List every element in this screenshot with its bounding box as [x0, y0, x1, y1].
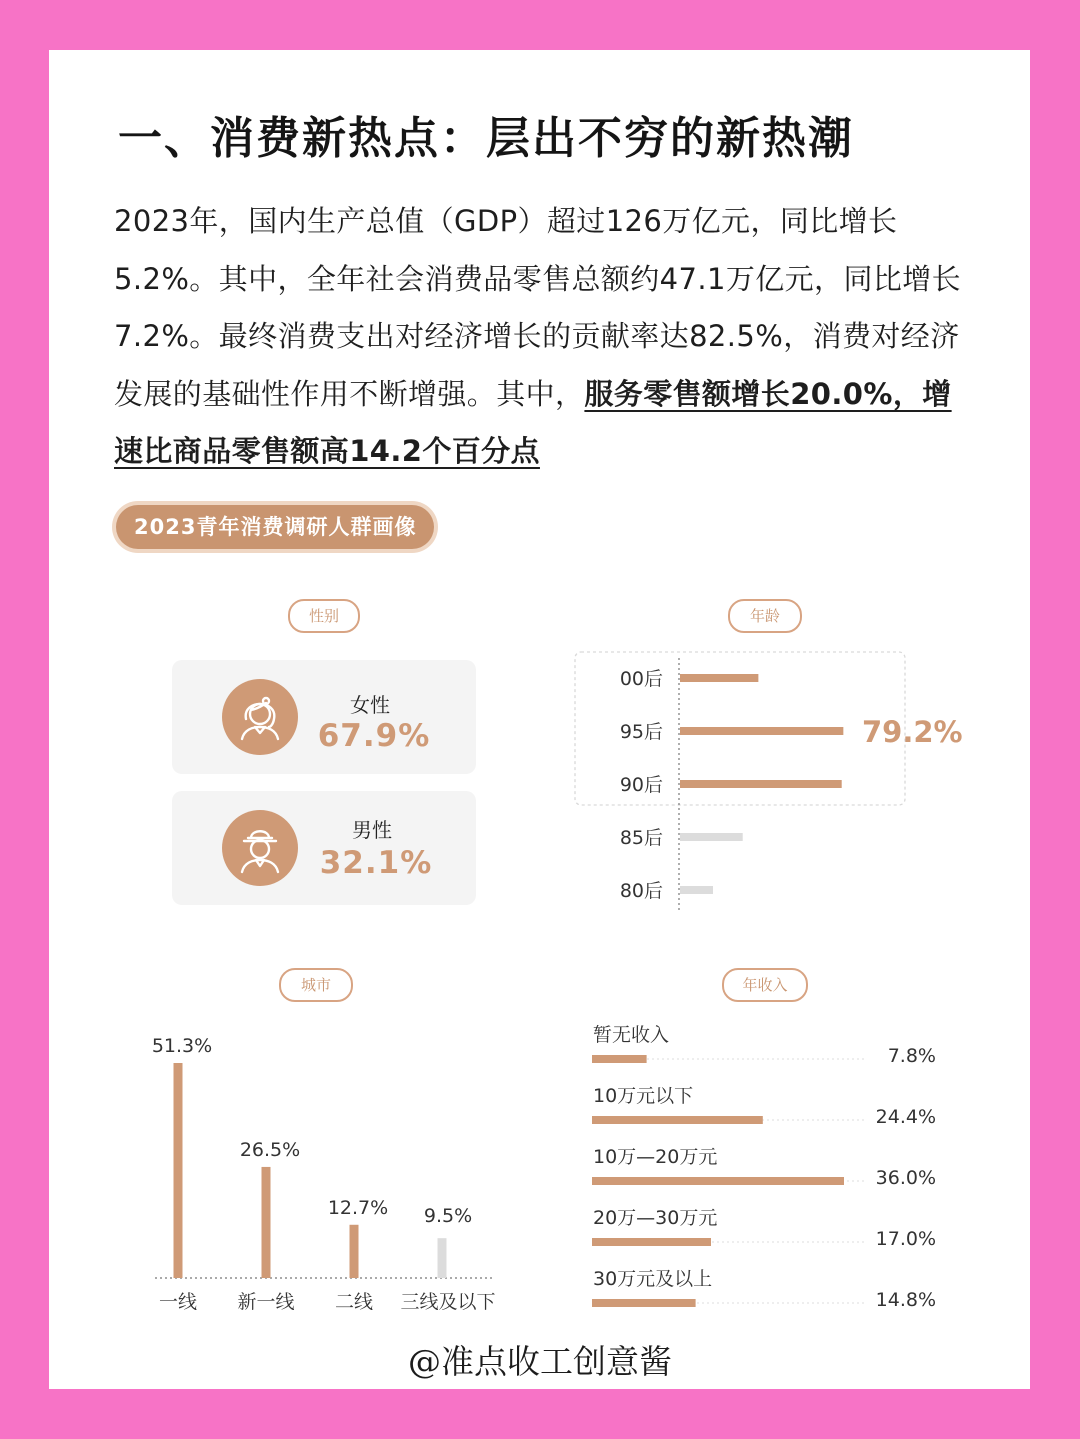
city-bar — [262, 1167, 271, 1278]
income-data-label: 24.4% — [875, 1106, 936, 1128]
age-bar — [680, 780, 842, 788]
female-avatar-icon — [222, 679, 298, 755]
income-data-label: 7.8% — [887, 1045, 936, 1067]
city-data-label: 9.5% — [423, 1205, 473, 1228]
male-value: 32.1% — [319, 845, 433, 881]
city-bar — [174, 1063, 183, 1278]
city-tick-label: 新一线 — [237, 1291, 295, 1313]
body-highlight: 服务零售额增长20.0%，增速比商品零售额高14.2个百分点 — [114, 376, 952, 468]
age-highlight-total: 79.2% — [862, 715, 963, 749]
age-tick-label: 85后 — [619, 827, 663, 849]
tag-gender: 性别 — [288, 599, 360, 633]
age-bar — [680, 886, 713, 894]
income-bar — [592, 1177, 844, 1185]
tag-age: 年龄 — [728, 599, 802, 633]
income-bar — [592, 1238, 711, 1246]
watermark-text: @准点收工创意酱 — [408, 1342, 672, 1381]
age-tick-label: 95后 — [619, 721, 663, 743]
income-category-label: 20万—30万元 — [593, 1207, 718, 1229]
gender-card-male — [172, 791, 476, 905]
income-category-label: 暂无收入 — [593, 1024, 670, 1046]
income-category-label: 30万元及以上 — [593, 1268, 713, 1290]
body-text: 2023年，国内生产总值（GDP）超过126万亿元，同比增长5.2%。其中，全年社会消费品零售总额约47.1万亿元，同比增长7.2%。最终消费支出对经济增长的贡献率达82.5%，消费对经济发展的基础性作用不断增强。其中， — [114, 204, 962, 411]
city-tick-label: 一线 — [158, 1291, 198, 1313]
tag-income: 年收入 — [722, 968, 808, 1002]
survey-title-badge: 2023青年消费调研人群画像 — [116, 505, 434, 549]
age-tick-label: 90后 — [619, 774, 663, 796]
income-bar — [592, 1055, 647, 1063]
city-bar-chart — [140, 1020, 510, 1320]
income-category-label: 10万—20万元 — [593, 1146, 718, 1168]
age-bar-chart — [560, 640, 980, 930]
gender-card-female — [172, 660, 476, 774]
city-bar — [438, 1238, 447, 1278]
page-title: 一、消费新热点：层出不穷的新热潮 — [118, 113, 854, 164]
age-tick-label: 80后 — [619, 880, 663, 902]
city-bar — [350, 1225, 359, 1278]
income-data-label: 17.0% — [875, 1228, 936, 1250]
city-data-label: 26.5% — [239, 1138, 301, 1161]
age-bar — [680, 674, 758, 682]
city-data-label: 51.3% — [151, 1035, 213, 1057]
age-tick-label: 00后 — [619, 668, 663, 690]
age-bar — [680, 727, 843, 735]
income-bar — [592, 1116, 763, 1124]
female-value: 67.9% — [317, 718, 431, 754]
city-data-label: 12.7% — [327, 1196, 389, 1219]
male-avatar-icon — [222, 810, 298, 886]
tag-city: 城市 — [279, 968, 353, 1002]
income-category-label: 10万元以下 — [593, 1085, 694, 1107]
income-bar — [592, 1299, 696, 1307]
income-data-label: 36.0% — [875, 1167, 936, 1189]
city-tick-label: 二线 — [334, 1291, 374, 1313]
female-label: 女性 — [350, 693, 390, 717]
male-label: 男性 — [352, 818, 392, 842]
city-tick-label: 三线及以下 — [400, 1291, 496, 1313]
body-paragraph — [114, 193, 974, 481]
income-bar-chart — [580, 1015, 980, 1320]
income-data-label: 14.8% — [875, 1289, 936, 1311]
age-bar — [680, 833, 743, 841]
